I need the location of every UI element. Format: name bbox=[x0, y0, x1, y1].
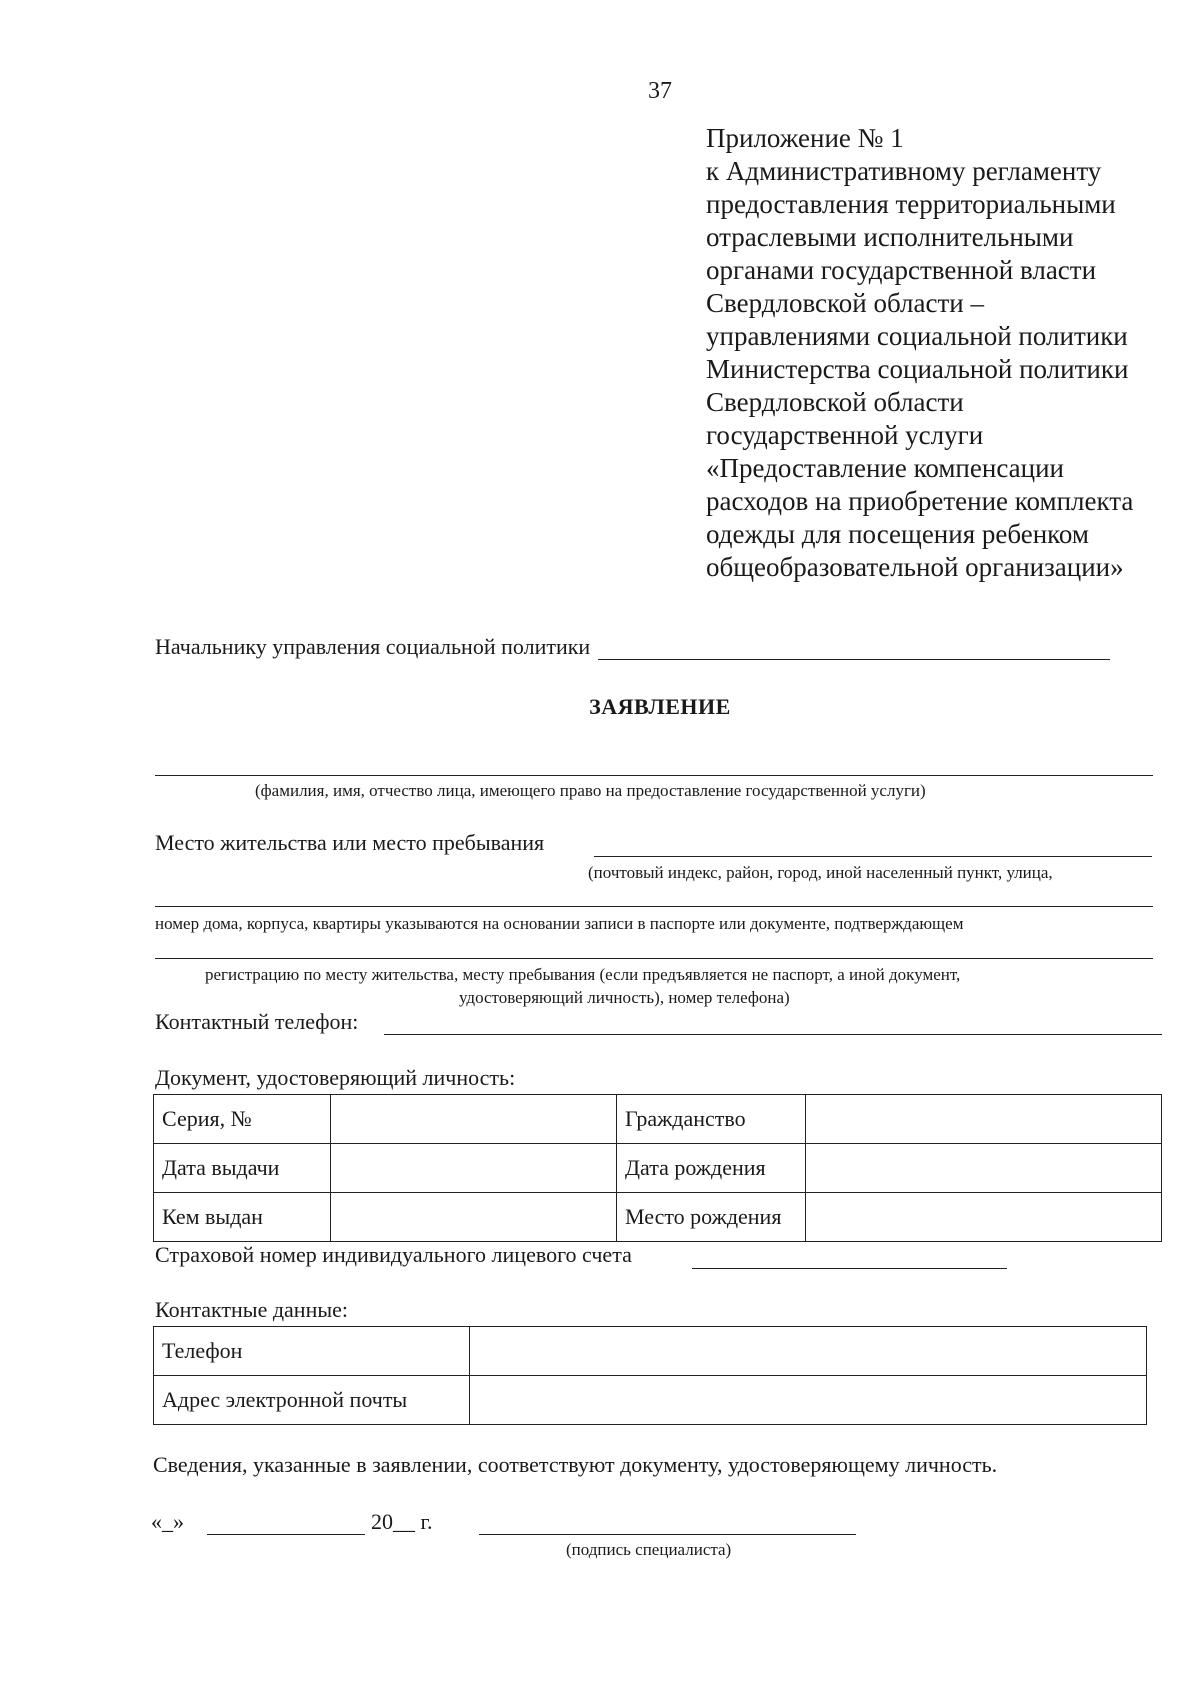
addressee-field[interactable] bbox=[598, 658, 1110, 660]
residence-field-line-3[interactable] bbox=[155, 958, 1153, 959]
contact-table bbox=[153, 1326, 1147, 1425]
contact-phone-field[interactable] bbox=[384, 1034, 1162, 1035]
email-label: Адрес электронной почты bbox=[154, 1376, 470, 1425]
confirmation-statement: Сведения, указанные в заявлении, соответствуют документу, удостоверяющему личность. bbox=[153, 1452, 998, 1477]
email-field[interactable] bbox=[470, 1376, 1147, 1425]
addressee-label: Начальнику управления социальной политики bbox=[155, 634, 591, 659]
issued-by-label: Кем выдан bbox=[154, 1193, 331, 1242]
signature-field[interactable] bbox=[479, 1534, 856, 1535]
appendix-header bbox=[706, 122, 1176, 584]
contact-data-label: Контактные данные: bbox=[155, 1297, 348, 1322]
appendix-line: государственной услуги bbox=[706, 420, 984, 450]
birth-date-field[interactable] bbox=[806, 1144, 1162, 1193]
phone-label: Телефон bbox=[154, 1327, 470, 1376]
appendix-line: «Предоставление компенсации bbox=[706, 453, 1064, 483]
birth-place-field[interactable] bbox=[806, 1193, 1162, 1242]
snils-label: Страховой номер индивидуального лицевого счета bbox=[155, 1242, 632, 1267]
document-title: ЗАЯВЛЕНИЕ bbox=[589, 694, 731, 719]
signature-caption: (подпись специалиста) bbox=[566, 1540, 732, 1559]
appendix-line: органами государственной власти bbox=[706, 255, 1097, 285]
residence-caption: (почтовый индекс, район, город, иной населенный пункт, улица, bbox=[588, 863, 1053, 882]
citizenship-field[interactable] bbox=[806, 1095, 1162, 1144]
birth-place-label: Место рождения bbox=[617, 1193, 806, 1242]
series-number-field[interactable] bbox=[331, 1095, 617, 1144]
phone-field[interactable] bbox=[470, 1327, 1147, 1376]
identity-doc-label: Документ, удостоверяющий личность: bbox=[155, 1065, 516, 1090]
table-row bbox=[154, 1095, 1162, 1144]
appendix-line: Министерства социальной политики bbox=[706, 354, 1129, 384]
appendix-line: Свердловской области bbox=[706, 387, 964, 417]
issue-date-field[interactable] bbox=[331, 1144, 617, 1193]
residence-field[interactable] bbox=[594, 856, 1152, 857]
appendix-line: отраслевыми исполнительными bbox=[706, 222, 1074, 252]
citizenship-label: Гражданство bbox=[617, 1095, 806, 1144]
appendix-line: общеобразовательной организации» bbox=[706, 552, 1124, 582]
contact-phone-label: Контактный телефон: bbox=[155, 1009, 359, 1034]
issue-date-label: Дата выдачи bbox=[154, 1144, 331, 1193]
appendix-line: расходов на приобретение комплекта bbox=[706, 486, 1134, 516]
snils-field[interactable] bbox=[692, 1268, 1007, 1269]
residence-field-line-2[interactable] bbox=[155, 906, 1153, 907]
issued-by-field[interactable] bbox=[331, 1193, 617, 1242]
table-row bbox=[154, 1327, 1147, 1376]
residence-caption: номер дома, корпуса, квартиры указываются на основании записи в паспорте или документе, подтверждающем bbox=[155, 914, 964, 933]
residence-caption: регистрацию по месту жительства, месту пребывания (если предъявляется не паспорт, а иной документ, bbox=[205, 965, 961, 984]
date-day: «_» bbox=[151, 1509, 184, 1534]
appendix-line: управлениями социальной политики bbox=[706, 321, 1128, 351]
page-number: 37 bbox=[648, 78, 672, 104]
residence-label: Место жительства или место пребывания bbox=[155, 830, 545, 855]
birth-date-label: Дата рождения bbox=[617, 1144, 806, 1193]
date-year: 20__ г. bbox=[371, 1509, 433, 1534]
residence-caption: удостоверяющий личность), номер телефона) bbox=[459, 988, 790, 1007]
fio-caption: (фамилия, имя, отчество лица, имеющего право на предоставление государственной услуги) bbox=[255, 781, 926, 800]
table-row bbox=[154, 1376, 1147, 1425]
fio-field[interactable] bbox=[155, 775, 1153, 776]
appendix-line: Приложение № 1 bbox=[706, 123, 904, 153]
addressee-row bbox=[155, 634, 1110, 660]
table-row bbox=[154, 1193, 1162, 1242]
date-month-field[interactable] bbox=[207, 1534, 365, 1535]
identity-table bbox=[153, 1094, 1162, 1242]
appendix-line: Свердловской области – bbox=[706, 288, 984, 318]
table-row bbox=[154, 1144, 1162, 1193]
appendix-line: предоставления территориальными bbox=[706, 189, 1116, 219]
appendix-line: к Административному регламенту bbox=[706, 156, 1102, 186]
series-number-label: Серия, № bbox=[154, 1095, 331, 1144]
appendix-line: одежды для посещения ребенком bbox=[706, 519, 1089, 549]
